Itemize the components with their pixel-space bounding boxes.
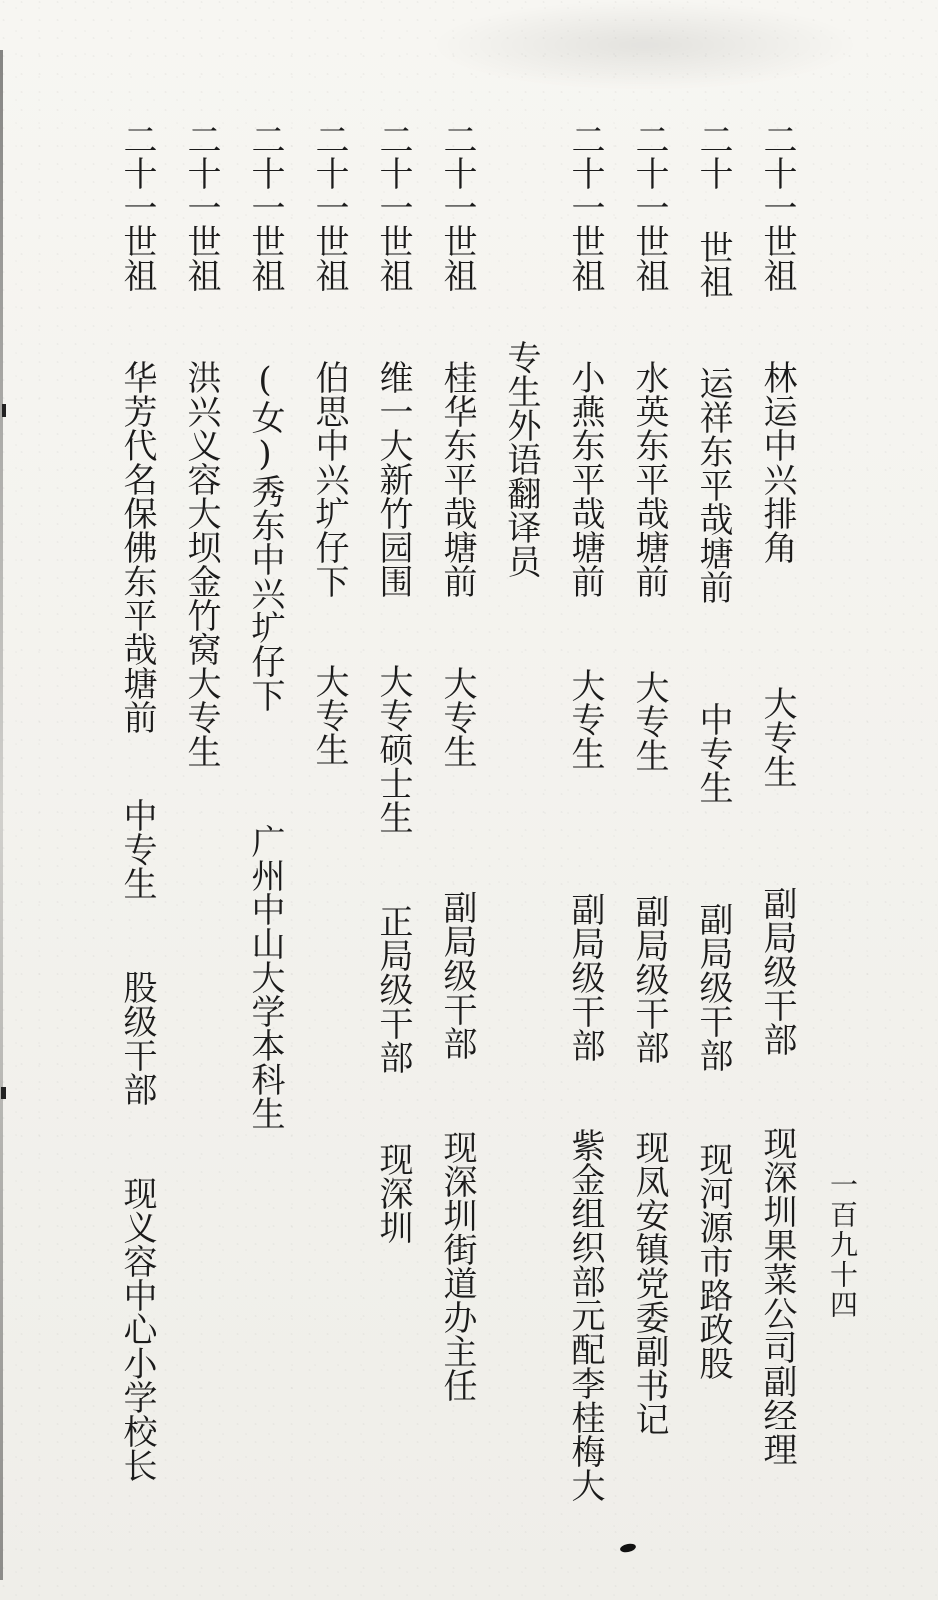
person-entry: 运祥东平哉塘前 — [693, 366, 733, 604]
genealogy-column-6 — [373, 122, 413, 1244]
position-label: 现义容中心小学校长 — [117, 1176, 157, 1482]
top-smudge — [430, 0, 860, 90]
edge-mark — [1, 1087, 6, 1099]
generation-label: 二十 世祖 — [693, 122, 733, 298]
education-label: 大专生 — [629, 670, 669, 772]
generation-label: 二十一世祖 — [181, 122, 221, 292]
person-entry: 伯思中兴圹仔下 — [309, 360, 349, 598]
position-label: 现河源市路政股 — [693, 1142, 733, 1380]
person-entry: 水英东平哉塘前 — [629, 360, 669, 598]
education-label: 中专生 — [693, 702, 733, 804]
edge-mark — [2, 404, 6, 417]
genealogy-continuation-column — [501, 340, 541, 578]
education-label: 大专生 — [757, 686, 797, 788]
generation-label: 二十一世祖 — [117, 122, 157, 292]
position-label: 现凤安镇党委副书记 — [629, 1130, 669, 1436]
education-label: 广州中山大学本科生 — [245, 824, 285, 1130]
rank-label: 副局级干部 — [693, 902, 733, 1072]
person-entry: 洪兴义容大坝金竹窝大专生 — [181, 360, 221, 768]
rank-label: 副局级干部 — [437, 890, 477, 1060]
left-page-edge — [0, 50, 3, 1580]
position-label: 现深圳果菜公司副经理 — [757, 1126, 797, 1466]
position-label: 现深圳街道办主任 — [437, 1130, 477, 1402]
genealogy-column-4 — [565, 122, 605, 1502]
genealogy-column-7 — [309, 122, 349, 766]
position-label: 现深圳 — [373, 1142, 413, 1244]
genealogy-column-1 — [757, 122, 797, 1466]
rank-label: 正局级干部 — [373, 904, 413, 1074]
generation-label: 二十一世祖 — [565, 122, 605, 292]
genealogy-column-10 — [117, 122, 157, 1482]
rank-label: 股级干部 — [117, 970, 157, 1106]
generation-label: 二十一世祖 — [629, 122, 669, 292]
continuation-text: 专生外语翻译员 — [501, 340, 541, 578]
person-entry: 林运中兴排角 — [757, 360, 797, 564]
person-entry: 桂华东平哉塘前 — [437, 360, 477, 598]
education-label: 大专生 — [565, 668, 605, 770]
person-entry: 小燕东平哉塘前 — [565, 360, 605, 598]
genealogy-column-2 — [693, 122, 733, 1380]
rank-label: 副局级干部 — [757, 886, 797, 1056]
position-label: 紫金组织部元配李桂梅大 — [565, 1128, 605, 1502]
education-label: 中专生 — [117, 798, 157, 900]
generation-label: 二十一世祖 — [757, 122, 797, 292]
generation-label: 二十一世祖 — [373, 122, 413, 292]
genealogy-column-3 — [629, 122, 669, 1436]
generation-label: 二十一世祖 — [437, 122, 477, 292]
page-number: 一百九十四 — [826, 1170, 859, 1320]
ink-spot — [619, 1542, 636, 1553]
generation-label: 二十一世祖 — [309, 122, 349, 292]
rank-label: 副局级干部 — [629, 894, 669, 1064]
person-entry: 华芳代名保佛东平哉塘前 — [117, 360, 157, 734]
genealogy-column-5 — [437, 122, 477, 1402]
person-entry: (女)秀东中兴圹仔下 — [245, 360, 285, 712]
education-label: 大专硕士生 — [373, 664, 413, 834]
generation-label: 二十一世祖 — [245, 122, 285, 292]
education-label: 大专生 — [437, 666, 477, 768]
person-entry: 维一大新竹园围 — [373, 360, 413, 598]
genealogy-column-9 — [181, 122, 221, 768]
education-label: 大专生 — [309, 664, 349, 766]
genealogy-column-8 — [245, 122, 285, 1130]
rank-label: 副局级干部 — [565, 892, 605, 1062]
